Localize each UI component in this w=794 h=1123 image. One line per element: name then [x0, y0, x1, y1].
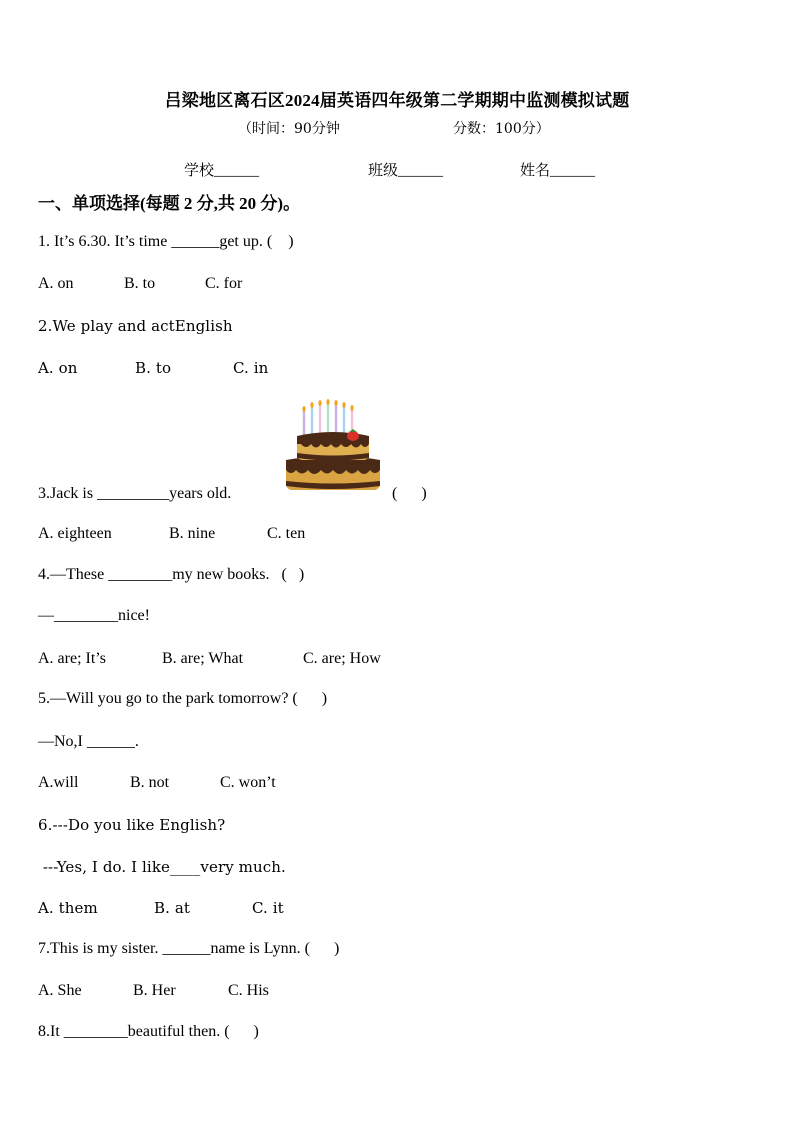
- q1-option-c: C. for: [205, 275, 243, 292]
- question-1: 1. It’s 6.30. It’s time ______get up. ( ): [38, 233, 294, 250]
- question-3: 3.Jack is _________years old.: [38, 485, 232, 502]
- question-5-line2: —No,I ______.: [38, 733, 139, 750]
- exam-time: （时间：90分钟: [238, 121, 340, 137]
- q2-option-b: B. to: [135, 359, 172, 377]
- q4-option-c: C. are; How: [303, 650, 381, 667]
- question-7: 7.This is my sister. ______name is Lynn. ( ): [38, 940, 340, 957]
- question-5: 5.—Will you go to the park tomorrow? ( ): [38, 690, 328, 707]
- name-field: 姓名______: [520, 163, 596, 179]
- question-3-answer-bracket: ( ): [392, 485, 427, 502]
- page-title: 吕梁地区离石区2024届英语四年级第二学期期中监测模拟试题: [164, 91, 630, 110]
- q1-option-b: B. to: [124, 275, 156, 292]
- class-field: 班级______: [368, 163, 444, 179]
- q2-option-c: C. in: [233, 359, 269, 377]
- q7-option-c: C. His: [228, 982, 269, 999]
- question-6-line2: ---Yes, I do. I like____very much.: [38, 858, 286, 876]
- question-6: 6.---Do you like English?: [38, 816, 226, 834]
- q4-option-b: B. are; What: [162, 650, 244, 667]
- q3-option-a: A. eighteen: [38, 525, 112, 542]
- section-heading: 一、单项选择(每题 2 分,共 20 分)。: [38, 194, 301, 213]
- question-8: 8.It ________beautiful then. ( ): [38, 1023, 259, 1040]
- q5-option-b: B. not: [130, 774, 170, 791]
- question-4-line2: —________nice!: [38, 607, 150, 624]
- q2-option-a: A. on: [38, 359, 78, 377]
- q7-option-b: B. Her: [133, 982, 176, 999]
- question-2: 2.We play and actEnglish: [38, 317, 233, 335]
- q4-option-a: A. are; It’s: [38, 650, 106, 667]
- question-4: 4.—These ________my new books. ( ): [38, 566, 305, 583]
- q3-option-c: C. ten: [267, 525, 306, 542]
- q6-option-c: C. it: [252, 899, 284, 917]
- q3-option-b: B. nine: [169, 525, 216, 542]
- q5-option-c: C. won’t: [220, 774, 276, 791]
- q5-option-a: A.will: [38, 774, 79, 791]
- q7-option-a: A. She: [38, 982, 82, 999]
- q6-option-a: A. them: [38, 899, 98, 917]
- exam-score: 分数：100分）: [453, 121, 550, 137]
- q1-option-a: A. on: [38, 275, 74, 292]
- school-field: 学校______: [184, 163, 260, 179]
- q6-option-b: B. at: [154, 899, 191, 917]
- birthday-cake-image: [283, 398, 383, 494]
